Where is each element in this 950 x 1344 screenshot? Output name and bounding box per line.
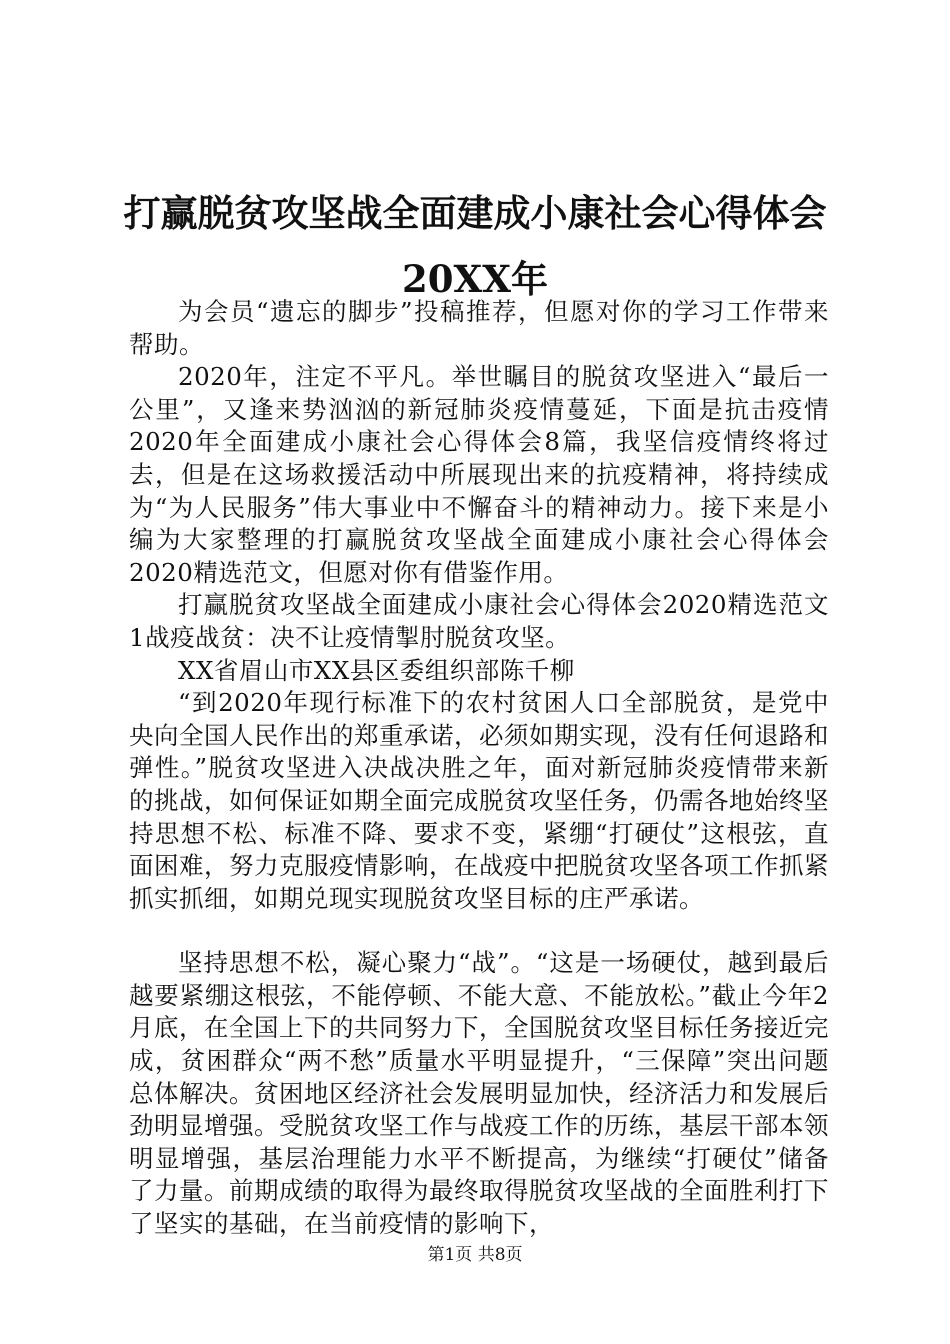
paragraph-intro: 为会员“遗忘的脚步”投稿推荐，但愿对你的学习工作带来帮助。 [129, 297, 829, 359]
page-footer: 第1页 共8页 [427, 1245, 523, 1265]
title-line-1: 打赢脱贫攻坚战全面建成小康社会心得体会 [123, 191, 827, 235]
title-line-2: 20XX年 [402, 257, 548, 301]
paragraph-essay-heading: 打赢脱贫攻坚战全面建成小康社会心得体会2020精选范文1战疫战贫：决不让疫情掣肘脱贫攻坚。 [129, 590, 829, 652]
paragraph-keep-thinking: 坚持思想不松，凝心聚力“战”。“这是一场硬仗，越到最后越要紧绷这根弦，不能停顿、不能大意、不能放松。”截止今年2月底，在全国上下的共同努力下，全国脱贫攻坚目标任务接近完成，贫困群众“两不愁”质量水平明显提升，“三保障”突出问题总体解决。贫困地区经济社会发展明显加快，经济活力和发展后劲明显增强。受脱贫攻坚工作与战疫工作的历练，基层干部本领明显增强，基层治理能力水平不断提高，为继续“打硬仗”储备了力量。前期成绩的取得为最终取得脱贫攻坚战的全面胜利打下了坚实的基础，在当前疫情的影响下， [129, 948, 829, 1239]
paragraph-promise: “到2020年现行标准下的农村贫困人口全部脱贫，是党中央向全国人民作出的郑重承诺，必须如期实现，没有任何退路和弹性。”脱贫攻坚进入决战决胜之年，面对新冠肺炎疫情带来新的挑战，如何保证如期全面完成脱贫攻坚任务，仍需各地始终坚持思想不松、标准不降、要求不变，紧绷“打硬仗”这根弦，直面困难，努力克服疫情影响，在战疫中把脱贫攻坚各项工作抓紧抓实抓细，如期兑现实现脱贫攻坚目标的庄严承诺。 [129, 688, 829, 913]
document-body [129, 296, 829, 1241]
document-title [120, 180, 830, 312]
paragraph-author: XX省眉山市XX县区委组织部陈千柳 [178, 655, 575, 685]
paragraph-overview: 2020年，注定不平凡。举世瞩目的脱贫攻坚进入“最后一公里”，又逢来势汹汹的新冠肺炎疫情蔓延，下面是抗击疫情2020年全面建成小康社会心得体会8篇，我坚信疫情终将过去，但是在这场救援活动中所展现出来的抗疫精神，将持续成为“为人民服务”伟大事业中不懈奋斗的精神动力。接下来是小编为大家整理的打赢脱贫攻坚战全面建成小康社会心得体会2020精选范文，但愿对你有借鉴作用。 [129, 362, 829, 587]
